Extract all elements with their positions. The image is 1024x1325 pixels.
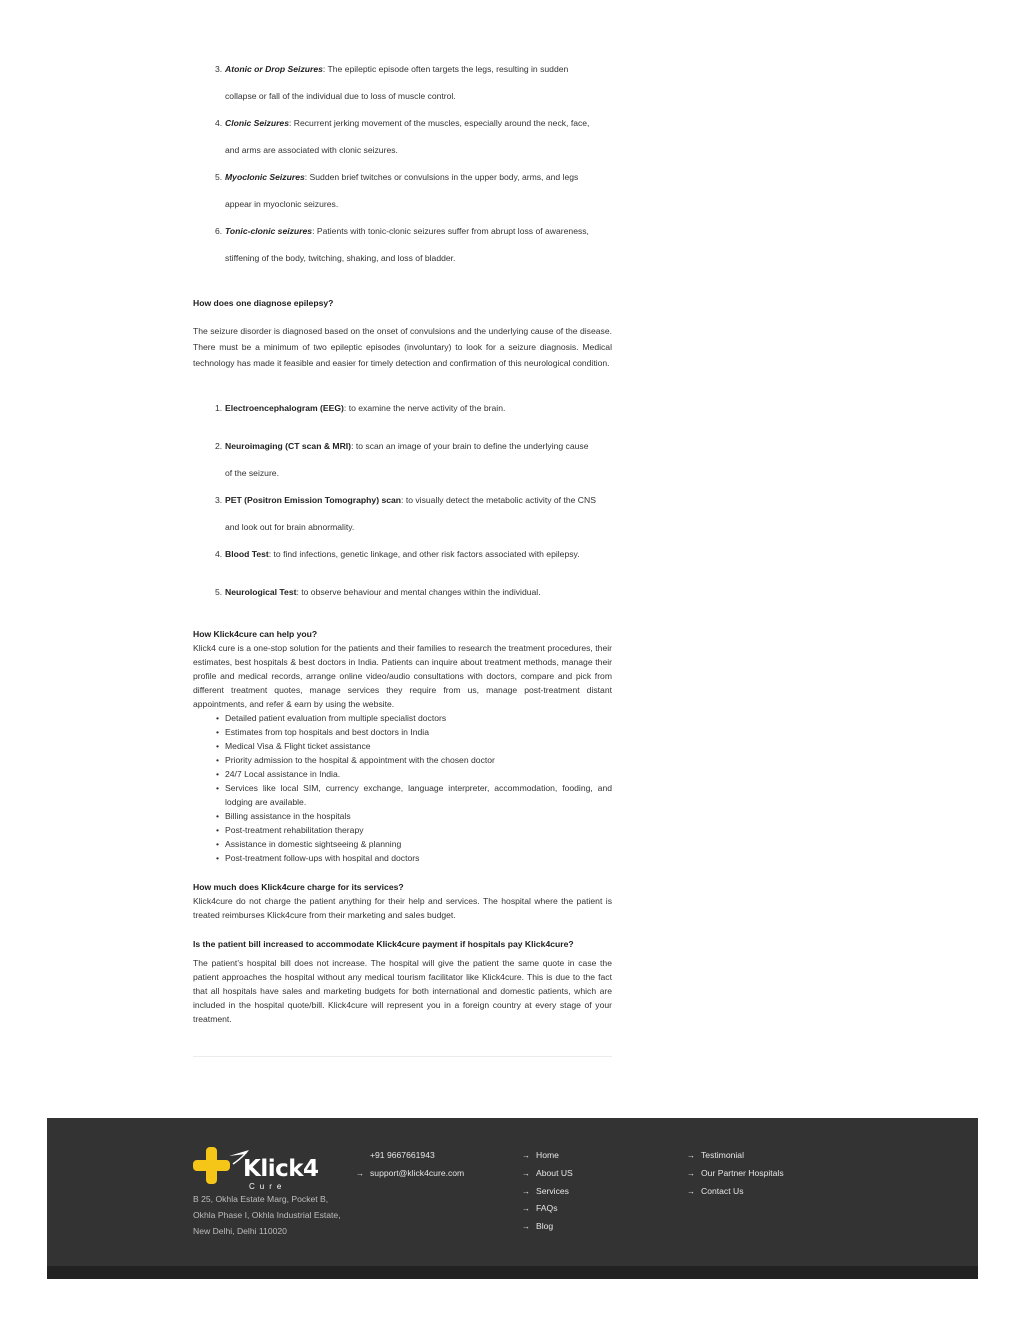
list-item: • Services like local SIM, currency exchange, language interpreter, accommodation, fooding, and lodging are available. (225, 781, 612, 809)
list-item: 1. Electroencephalogram (EEG): to examine the nerve activity of the brain. (215, 403, 506, 414)
footer-address: B 25, Okhla Estate Marg, Pocket B, Okhla Phase I, Okhla Industrial Estate, New Delhi, Delhi 110020 (193, 1194, 341, 1236)
arrow-right-icon: → (522, 1151, 530, 1160)
bill-heading: Is the patient bill increased to accommodate Klick4cure payment if hospitals pay Klick4cure? (193, 939, 574, 950)
footer-link-testimonial[interactable]: → Testimonial (687, 1147, 784, 1165)
arrow-right-icon: → (687, 1151, 695, 1160)
list-item: • Medical Visa & Flight ticket assistance (225, 739, 612, 753)
list-item: 2. Neuroimaging (CT scan & MRI): to scan an image of your brain to define the underlying cause of the seizure. (215, 441, 589, 479)
diagnose-heading: How does one diagnose epilepsy? (193, 298, 334, 308)
list-item: 4. Blood Test: to find infections, genetic linkage, and other risk factors associated with epilepsy. (215, 549, 580, 560)
help-paragraph: Klick4 cure is a one-stop solution for the patients and their families to research the treatment procedures, their estimates, best hospitals & best doctors in India. Patients can inquire about treatment methods, manage their profile and medical records, arrange online video/audio consultations with doctors, compare and pick from different treatment quotes, manage services they require from us, manage post-treatment distant appointments, and refer & earn by using the website. (193, 643, 612, 710)
arrow-right-icon: → (522, 1168, 530, 1178)
klick4cure-logo[interactable] (193, 1144, 323, 1194)
list-item: 3. Atonic or Drop Seizures: The epileptic episode often targets the legs, resulting in sudden collapse or fall of the individual due to loss of muscle control. (215, 64, 569, 101)
diagnose-paragraph: The seizure disorder is diagnosed based on the onset of convulsions and the underlying cause of the disease. There must be a minimum of two epileptic episodes (involuntary) to look for a seizure diagnosis. Medical technology has made it feasible and easier for timely detection and confirmation of this neurological condition. (193, 325, 612, 369)
list-item: • 24/7 Local assistance in India. (225, 767, 612, 781)
charge-paragraph: Klick4cure do not charge the patient anything for their help and services. The hospital where the patient is treated reimburses Klick4cure from their marketing and sales budget. (193, 896, 612, 921)
list-item: 3. PET (Positron Emission Tomography) scan: to visually detect the metabolic activity of the CNS and look out for brain abnormality. (215, 495, 596, 533)
footer-links-primary (522, 1147, 573, 1236)
footer-link-services[interactable]: → Services (522, 1183, 573, 1201)
list-item: 5. Myoclonic Seizures: Sudden brief twitches or convulsions in the upper body, arms, and legs appear in myoclonic seizures. (215, 172, 579, 209)
arrow-right-icon: → (356, 1168, 364, 1178)
list-item: • Assistance in domestic sightseeing & planning (225, 837, 612, 851)
list-item: • Post-treatment rehabilitation therapy (225, 823, 612, 837)
arrow-right-icon: → (522, 1222, 530, 1232)
logo-subtext: Cure (249, 1182, 287, 1191)
site-footer (47, 1118, 978, 1266)
list-item: • Estimates from top hospitals and best doctors in India (225, 725, 612, 739)
footer-link-blog[interactable]: → Blog (522, 1218, 573, 1236)
article-content (193, 56, 612, 1026)
list-item: 4. Clonic Seizures: Recurrent jerking movement of the muscles, especially around the neck, face, and arms are associated with clonic seizures. (215, 118, 590, 155)
arrow-right-icon: → (522, 1204, 530, 1214)
seizure-types-list (193, 56, 612, 272)
list-item: • Priority admission to the hospital & appointment with the chosen doctor (225, 753, 612, 767)
footer-email[interactable]: → support@klick4cure.com (356, 1165, 464, 1183)
footer-link-home[interactable]: → Home (522, 1147, 573, 1165)
list-item: • Billing assistance in the hospitals (225, 809, 612, 823)
arrow-right-icon: → (687, 1186, 695, 1196)
arrow-right-icon: → (522, 1186, 530, 1196)
content-divider (193, 1056, 612, 1057)
list-item: • Post-treatment follow-ups with hospital and doctors (225, 851, 612, 865)
list-item: 5. Neurological Test: to observe behaviour and mental changes within the individual. (215, 587, 541, 598)
help-heading: How Klick4cure can help you? (193, 629, 318, 640)
diagnostic-tests-list (193, 395, 612, 606)
list-item: 6. Tonic-clonic seizures: Patients with tonic-clonic seizures suffer from abrupt loss of awareness, stiffening of the body, twitching, shaking, and loss of bladder. (215, 226, 589, 263)
charge-heading: How much does Klick4cure charge for its services? (193, 882, 404, 893)
services-bullet-list (193, 711, 612, 865)
footer-link-faqs[interactable]: → FAQs (522, 1200, 573, 1218)
list-item: • Detailed patient evaluation from multiple specialist doctors (225, 711, 612, 725)
footer-phone[interactable]: +91 9667661943 (370, 1150, 435, 1160)
footer-contact-list (356, 1147, 464, 1183)
footer-link-partner-hospitals[interactable]: → Our Partner Hospitals (687, 1165, 784, 1183)
arrow-right-icon: → (687, 1168, 695, 1178)
footer-bottom-bar (47, 1266, 978, 1279)
logo-text: Klick4 (243, 1156, 319, 1182)
footer-link-contact[interactable]: → Contact Us (687, 1183, 784, 1201)
footer-link-about[interactable]: → About US (522, 1165, 573, 1183)
bill-paragraph: The patient’s hospital bill does not increase. The hospital will give the patient the same quote in case the patient approaches the hospital without any medical tourism facilitator like Klick4cure. This is due to the fact that all hospitals have sales and marketing budgets for both international and domestic patients, which are included in the hospital quote/bill. Klick4cure will represent you in a foreign country at every stage of your treatment. (193, 958, 612, 1025)
footer-links-secondary (687, 1147, 784, 1200)
